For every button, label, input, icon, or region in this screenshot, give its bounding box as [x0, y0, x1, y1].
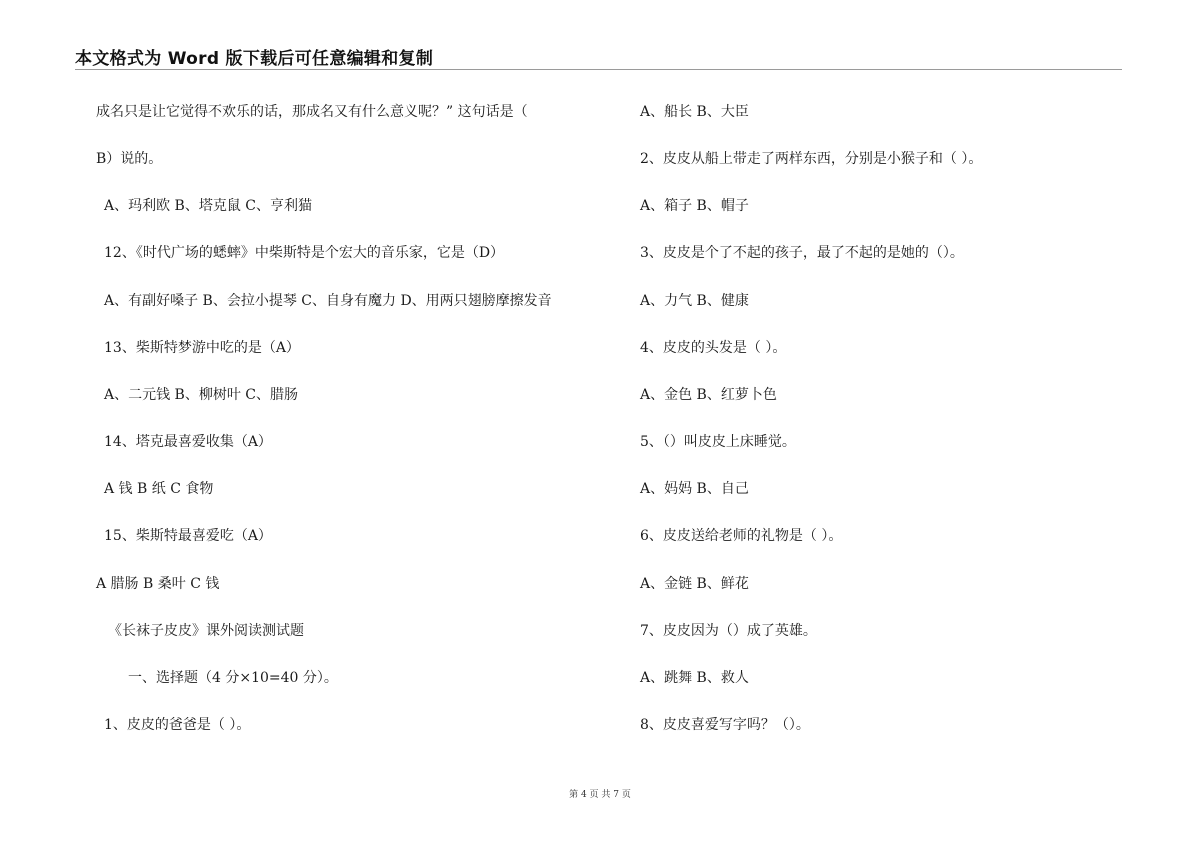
text-line: 3、皮皮是个了不起的孩子，最了不起的是她的（）。	[640, 245, 964, 261]
text-line: A、箱子 B、帽子	[640, 198, 749, 214]
text-line: 14、塔克最喜爱收集（A）	[104, 434, 272, 450]
text-line: 12、《时代广场的蟋蟀》中柴斯特是个宏大的音乐家，它是（D）	[104, 245, 505, 261]
text-line: A、力气 B、健康	[640, 293, 749, 309]
section-title: 《长袜子皮皮》课外阅读测试题	[108, 623, 304, 639]
text-line: A、跳舞 B、救人	[640, 670, 749, 686]
text-line: 5、（）叫皮皮上床睡觉。	[640, 434, 796, 450]
text-line: A、船长 B、大臣	[640, 104, 749, 120]
text-line: 7、皮皮因为（）成了英雄。	[640, 623, 817, 639]
page-header-title: 本文格式为 Word 版下载后可任意编辑和复制	[75, 49, 434, 69]
header-divider	[75, 69, 1122, 70]
text-line: A 钱 B 纸 C 食物	[104, 481, 214, 497]
text-line: 4、皮皮的头发是（ ）。	[640, 340, 787, 356]
section-heading: 一、选择题（4 分×10=40 分）。	[128, 670, 338, 686]
text-line: 成名只是让它觉得不欢乐的话，那成名又有什么意义呢？” 这句话是（	[96, 104, 528, 120]
text-line: 1、皮皮的爸爸是（ ）。	[104, 717, 251, 733]
text-line: A、金链 B、鲜花	[640, 576, 749, 592]
text-line: 13、柴斯特梦游中吃的是（A）	[104, 340, 300, 356]
text-line: 15、柴斯特最喜爱吃（A）	[104, 528, 272, 544]
text-line: A 腊肠 B 桑叶 C 钱	[96, 576, 220, 592]
page-number-footer: 第 4 页 共 7 页	[569, 790, 631, 800]
text-line: A、玛利欧 B、塔克鼠 C、亨利猫	[104, 198, 313, 214]
text-line: 8、皮皮喜爱写字吗？（）。	[640, 717, 810, 733]
text-line: 2、皮皮从船上带走了两样东西，分别是小猴子和（ ）。	[640, 151, 983, 167]
text-line: A、金色 B、红萝卜色	[640, 387, 777, 403]
text-line: A、妈妈 B、自己	[640, 481, 749, 497]
text-line: B）说的。	[96, 151, 163, 167]
text-line: A、二元钱 B、柳树叶 C、腊肠	[104, 387, 299, 403]
text-line: 6、皮皮送给老师的礼物是（ ）。	[640, 528, 843, 544]
text-line: A、有副好嗓子 B、会拉小提琴 C、自身有魔力 D、用两只翅膀摩擦发音	[104, 293, 552, 309]
